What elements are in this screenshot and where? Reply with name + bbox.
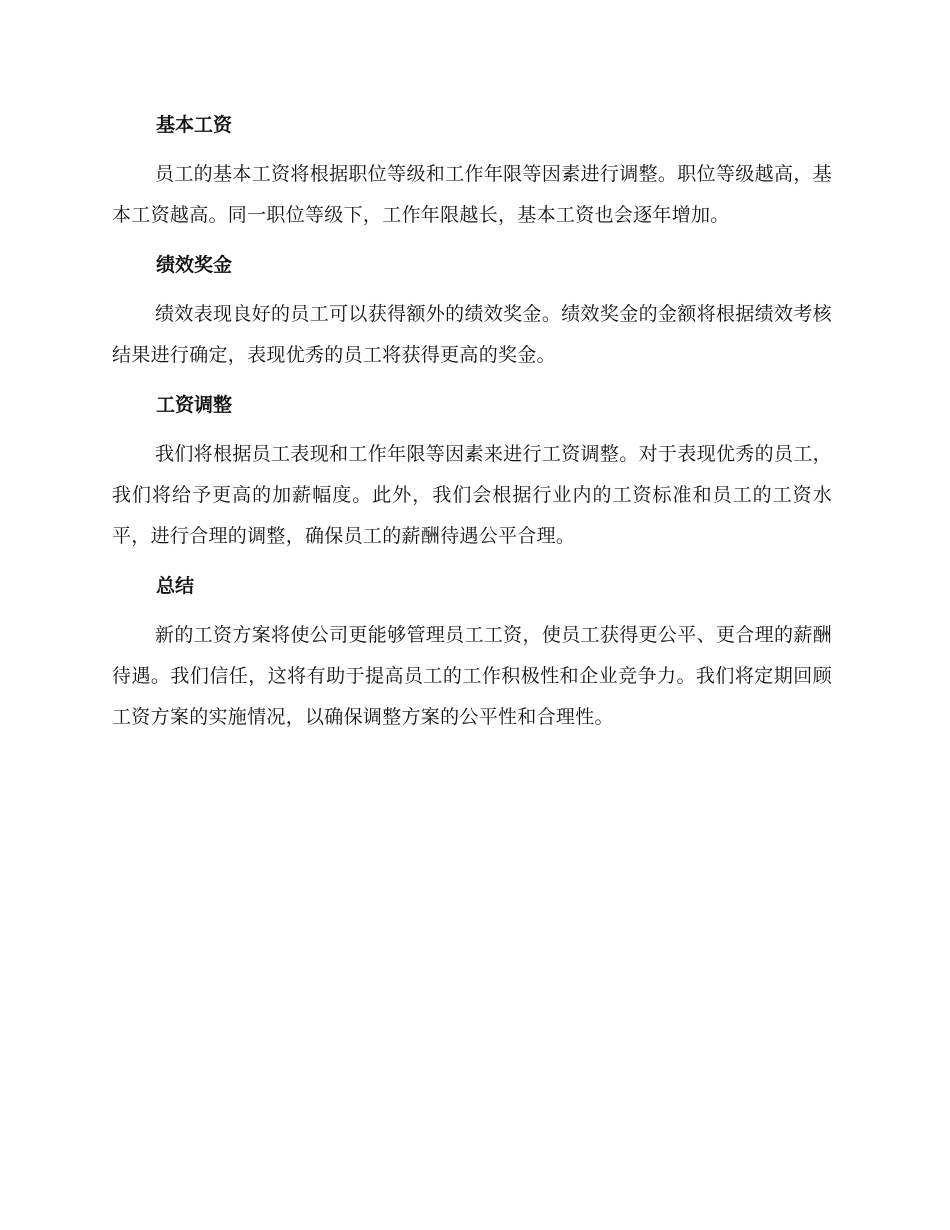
section-salary-adjustment <box>112 388 832 557</box>
document-page <box>112 108 832 750</box>
section-heading: 绩效奖金 <box>156 254 233 276</box>
section-paragraph: 我们将根据员工表现和工作年限等因素来进行工资调整。对于表现优秀的员工，我们将给予更高的加薪幅度。此外，我们会根据行业内的工资标准和员工的工资水平，进行合理的调整，确保员工的薪酬待遇公平合理。 <box>112 443 832 547</box>
section-paragraph: 新的工资方案将使公司更能够管理员工工资，使员工获得更公平、更合理的薪酬待遇。我们信任，这将有助于提高员工的工作积极性和企业竞争力。我们将定期回顾工资方案的实施情况，以确保调整方案的公平性和合理性。 <box>112 624 832 728</box>
section-paragraph: 员工的基本工资将根据职位等级和工作年限等因素进行调整。职位等级越高，基本工资越高。同一职位等级下，工作年限越长，基本工资也会逐年增加。 <box>112 163 832 226</box>
section-performance-bonus <box>112 248 832 376</box>
section-heading: 总结 <box>156 575 195 597</box>
section-paragraph: 绩效表现良好的员工可以获得额外的绩效奖金。绩效奖金的金额将根据绩效考核结果进行确定，表现优秀的员工将获得更高的奖金。 <box>112 303 832 366</box>
section-heading: 工资调整 <box>156 394 233 416</box>
section-heading: 基本工资 <box>156 114 233 136</box>
section-summary <box>112 569 832 738</box>
section-basic-salary <box>112 108 832 236</box>
